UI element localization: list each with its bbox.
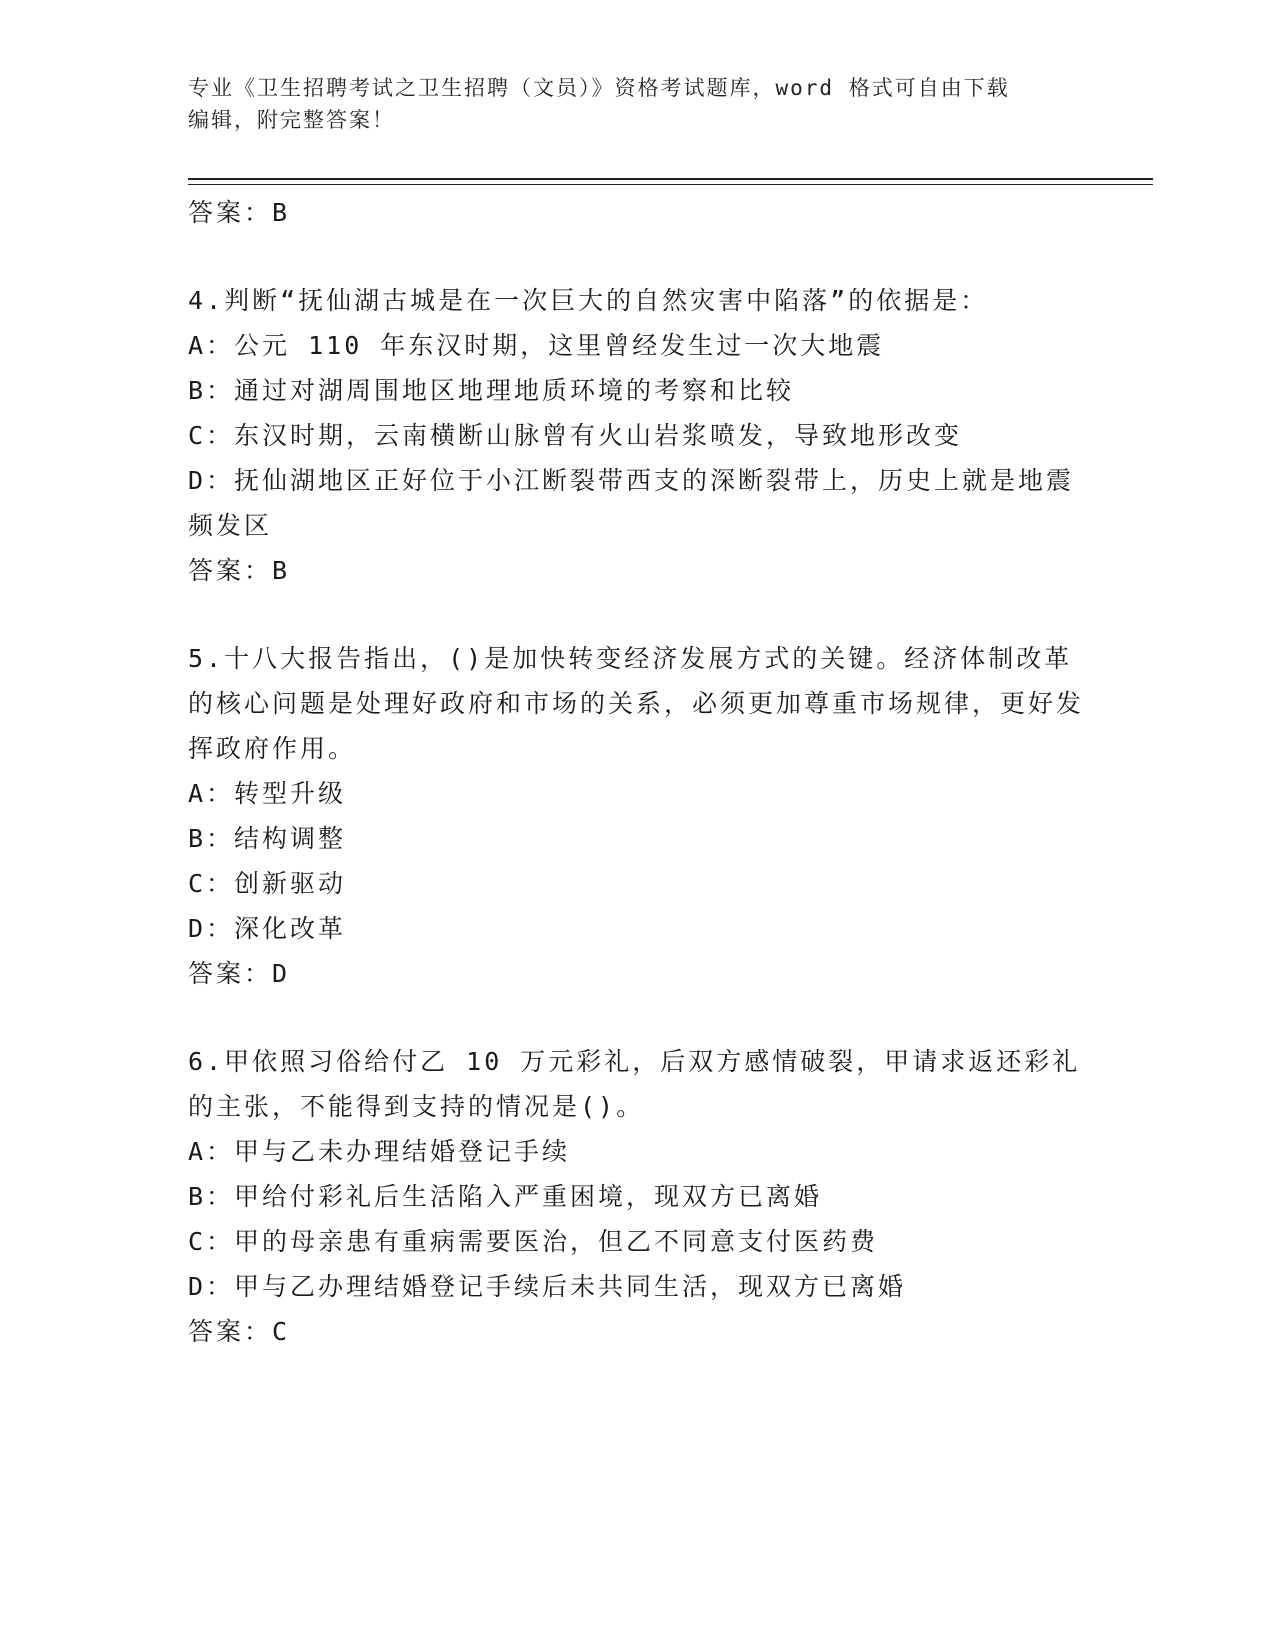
option-b: B：通过对湖周围地区地理地质环境的考察和比较 [188,376,795,405]
document-header [188,72,1088,136]
option-d: D：抚仙湖地区正好位于小江断裂带西支的深断裂带上，历史上就是地震频发区 [188,466,1075,540]
question-6 [188,1039,1088,1354]
option-b: B：结构调整 [188,824,347,853]
header-divider-thick [188,178,1153,180]
question-stem: 4.判断“抚仙湖古城是在一次巨大的自然灾害中陷落”的依据是： [188,286,989,315]
answer-line: 答案：D [188,959,291,988]
question-5 [188,636,1088,996]
option-c: C：甲的母亲患有重病需要医治，但乙不同意支付医药费 [188,1227,879,1256]
option-c: C：创新驱动 [188,869,347,898]
question-stem: 6.甲依照习俗给付乙 10 万元彩礼，后双方感情破裂，甲请求返还彩礼的主张，不能得到支持的情况是()。 [188,1047,1081,1121]
previous-question-answer: 答案：B [188,198,291,227]
answer-line: 答案：C [188,1317,291,1346]
question-4 [188,278,1088,593]
header-divider-thin [188,184,1153,185]
header-line-2: 编辑，附完整答案！ [188,108,395,132]
question-list [188,190,1088,1354]
option-d: D：深化改革 [188,914,347,943]
option-d: D：甲与乙办理结婚登记手续后未共同生活，现双方已离婚 [188,1272,907,1301]
header-line-1: 专业《卫生招聘考试之卫生招聘（文员）》资格考试题库，word 格式可自由下载 [188,76,1010,100]
question-stem: 5.十八大报告指出，()是加快转变经济发展方式的关键。经济体制改革的核心问题是处理好政府和市场的关系，必须更加尊重市场规律，更好发挥政府作用。 [188,644,1085,763]
option-a: A：甲与乙未办理结婚登记手续 [188,1137,571,1166]
option-a: A：公元 110 年东汉时期，这里曾经发生过一次大地震 [188,331,885,360]
option-b: B：甲给付彩礼后生活陷入严重困境，现双方已离婚 [188,1182,823,1211]
option-c: C：东汉时期，云南横断山脉曾有火山岩浆喷发，导致地形改变 [188,421,963,450]
option-a: A：转型升级 [188,779,347,808]
answer-line: 答案：B [188,556,291,585]
